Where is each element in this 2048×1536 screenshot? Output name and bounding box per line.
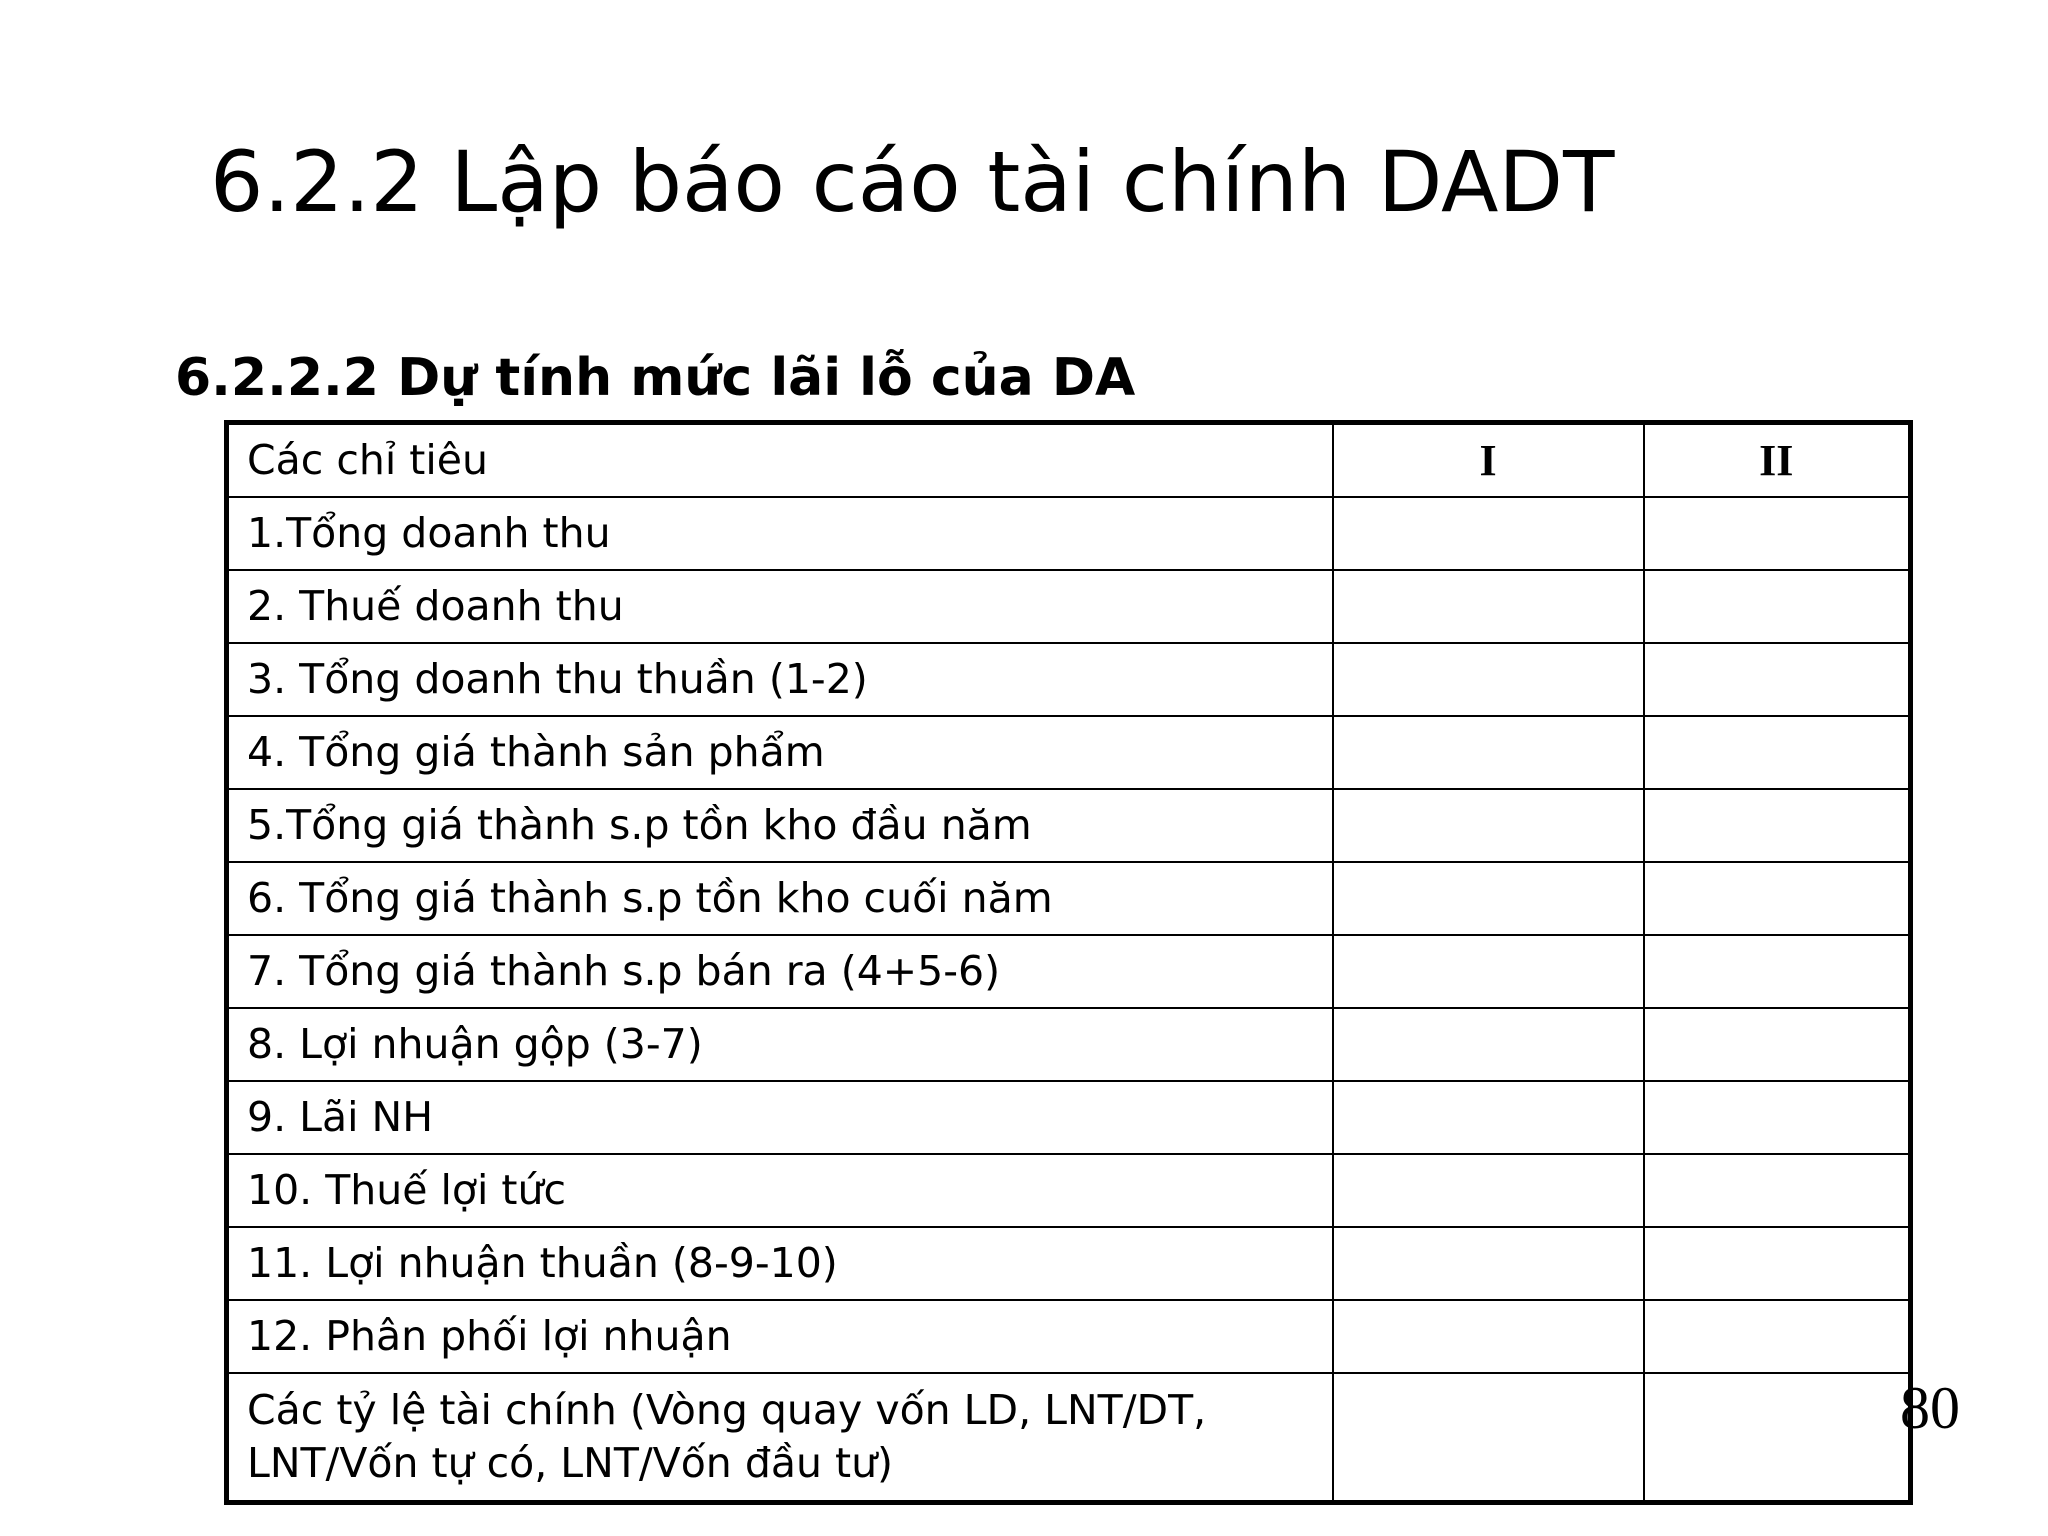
row-value-i (1333, 1081, 1644, 1154)
row-value-ii (1644, 1154, 1911, 1227)
slide-title: 6.2.2 Lập báo cáo tài chính DADT (210, 133, 1615, 231)
row-label: 5.Tổng giá thành s.p tồn kho đầu năm (227, 789, 1333, 862)
section-subtitle: 6.2.2.2 Dự tính mức lãi lỗ của DA (175, 348, 1136, 408)
profit-loss-table (224, 420, 1913, 1505)
row-value-ii (1644, 1373, 1911, 1503)
table-header-row (227, 423, 1911, 498)
row-label: 4. Tổng giá thành sản phẩm (227, 716, 1333, 789)
row-value-i (1333, 935, 1644, 1008)
header-col-i: I (1333, 423, 1644, 498)
row-value-ii (1644, 1227, 1911, 1300)
page-number: 80 (1900, 1375, 1960, 1441)
row-label: 6. Tổng giá thành s.p tồn kho cuối năm (227, 862, 1333, 935)
row-value-i (1333, 1300, 1644, 1373)
row-label: 11. Lợi nhuận thuần (8-9-10) (227, 1227, 1333, 1300)
table-row (227, 1081, 1911, 1154)
row-value-i (1333, 716, 1644, 789)
row-label: 9. Lãi NH (227, 1081, 1333, 1154)
table-row (227, 789, 1911, 862)
row-label: 8. Lợi nhuận gộp (3-7) (227, 1008, 1333, 1081)
table-row (227, 1227, 1911, 1300)
table-row (227, 497, 1911, 570)
header-col-ii: II (1644, 423, 1911, 498)
table-row (227, 1008, 1911, 1081)
row-value-i (1333, 1373, 1644, 1503)
row-label: 1.Tổng doanh thu (227, 497, 1333, 570)
row-label: 12. Phân phối lợi nhuận (227, 1300, 1333, 1373)
row-value-i (1333, 862, 1644, 935)
header-indicators: Các chỉ tiêu (227, 423, 1333, 498)
row-value-ii (1644, 570, 1911, 643)
row-value-ii (1644, 862, 1911, 935)
row-value-i (1333, 643, 1644, 716)
row-label: 3. Tổng doanh thu thuần (1-2) (227, 643, 1333, 716)
table-row (227, 1373, 1911, 1503)
row-value-ii (1644, 1081, 1911, 1154)
row-value-ii (1644, 643, 1911, 716)
table-row (227, 1300, 1911, 1373)
row-value-ii (1644, 935, 1911, 1008)
row-value-ii (1644, 497, 1911, 570)
table-row (227, 570, 1911, 643)
table-row (227, 643, 1911, 716)
row-value-i (1333, 1227, 1644, 1300)
row-value-i (1333, 1154, 1644, 1227)
table-row (227, 1154, 1911, 1227)
row-label: Các tỷ lệ tài chính (Vòng quay vốn LD, LNT/DT, LNT/Vốn tự có, LNT/Vốn đầu tư) (227, 1373, 1333, 1503)
row-value-i (1333, 497, 1644, 570)
row-value-ii (1644, 716, 1911, 789)
row-value-ii (1644, 1008, 1911, 1081)
table-row (227, 862, 1911, 935)
table-row (227, 935, 1911, 1008)
row-value-i (1333, 570, 1644, 643)
row-value-ii (1644, 789, 1911, 862)
row-value-i (1333, 1008, 1644, 1081)
row-label: 7. Tổng giá thành s.p bán ra (4+5-6) (227, 935, 1333, 1008)
row-label: 2. Thuế doanh thu (227, 570, 1333, 643)
row-value-i (1333, 789, 1644, 862)
table-row (227, 716, 1911, 789)
row-value-ii (1644, 1300, 1911, 1373)
row-label: 10. Thuế lợi tức (227, 1154, 1333, 1227)
